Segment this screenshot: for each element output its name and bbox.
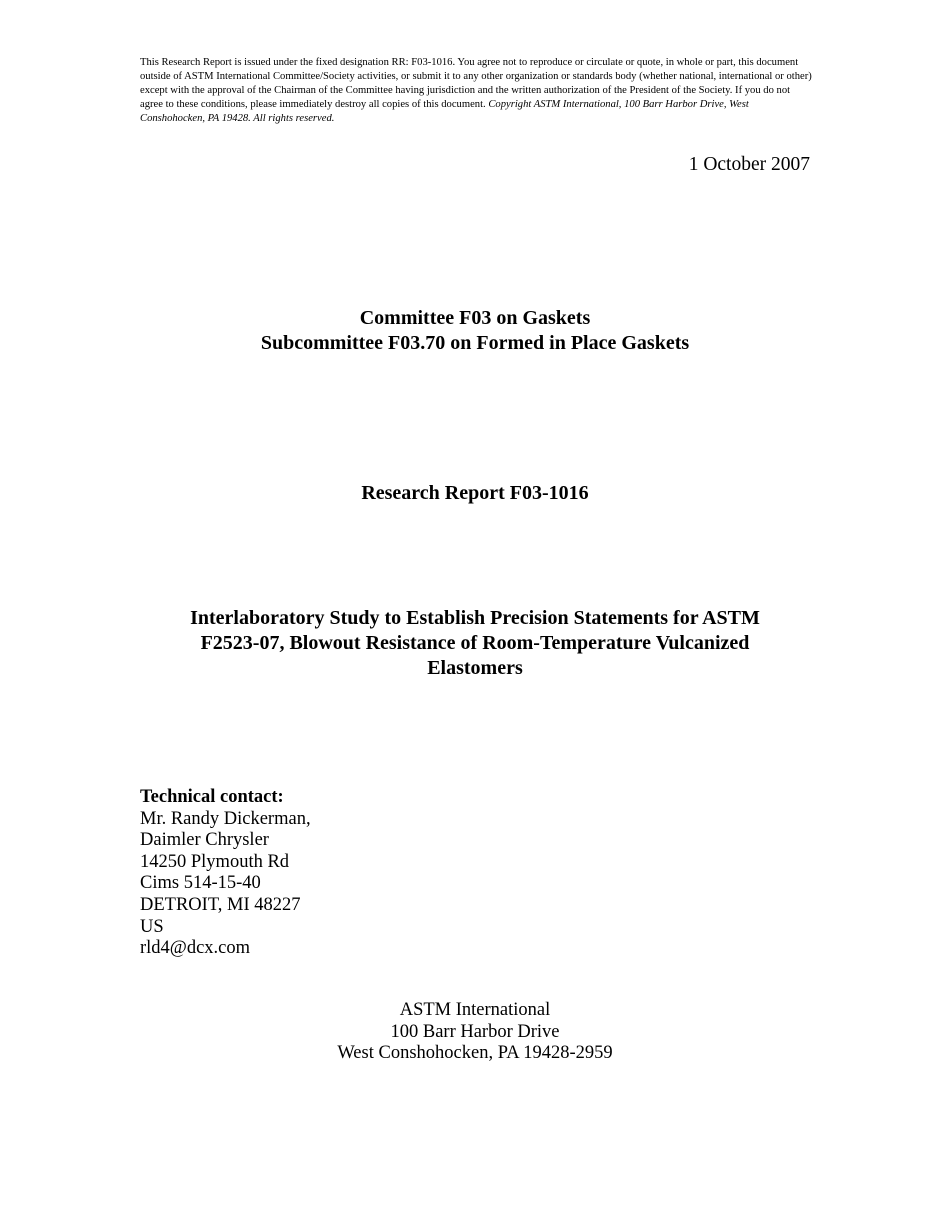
contact-email: rld4@dcx.com — [140, 938, 251, 959]
contact-city: DETROIT, MI 48227 — [140, 894, 301, 915]
study-title-line-2: F2523-07, Blowout Resistance of Room-Temperature Vulcanized — [200, 632, 750, 654]
astm-address — [140, 1000, 810, 1065]
technical-contact — [140, 787, 311, 960]
contact-street: 14250 Plymouth Rd — [140, 851, 290, 872]
committee-name: Committee F03 on Gaskets — [359, 307, 591, 329]
study-title-line-1: Interlaboratory Study to Establish Precision Statements for ASTM — [190, 607, 760, 629]
report-title — [140, 481, 810, 506]
copyright-line: Copyright ASTM International, 100 Barr Harbor Drive, West Conshohocken, PA 19428. All rights reserved. — [140, 99, 749, 124]
study-title-line-3: Elastomers — [427, 657, 523, 679]
astm-street: 100 Barr Harbor Drive — [390, 1021, 560, 1042]
contact-company: Daimler Chrysler — [140, 830, 269, 851]
contact-country: US — [140, 916, 164, 937]
study-title — [140, 606, 810, 681]
notice-text: This Research Report is issued under the fixed designation RR: F03-1016. You agree not to reproduce or circulate or quote, in whole or part, this document outside of ASTM International Committee/Society activities, or submit it to any other organization or standards body (whether national, international or other) except with the approval of the Chairman of the Committee having jurisdiction and the written authorization of the President of the Society. If you do not agree to these conditions, please immediately destroy all copies of this document. — [140, 57, 812, 110]
subcommittee-name: Subcommittee F03.70 on Formed in Place Gaskets — [260, 332, 690, 354]
report-date: 1 October 2007 — [688, 154, 810, 175]
report-number: Research Report F03-1016 — [361, 482, 589, 504]
copyright-notice — [140, 56, 812, 126]
astm-city: West Conshohocken, PA 19428-2959 — [337, 1043, 613, 1064]
contact-mailstop: Cims 514-15-40 — [140, 873, 261, 894]
contact-name: Mr. Randy Dickerman, — [140, 808, 311, 829]
astm-name: ASTM International — [399, 1000, 551, 1020]
contact-heading: Technical contact: — [140, 787, 284, 807]
committee-heading — [140, 306, 810, 356]
